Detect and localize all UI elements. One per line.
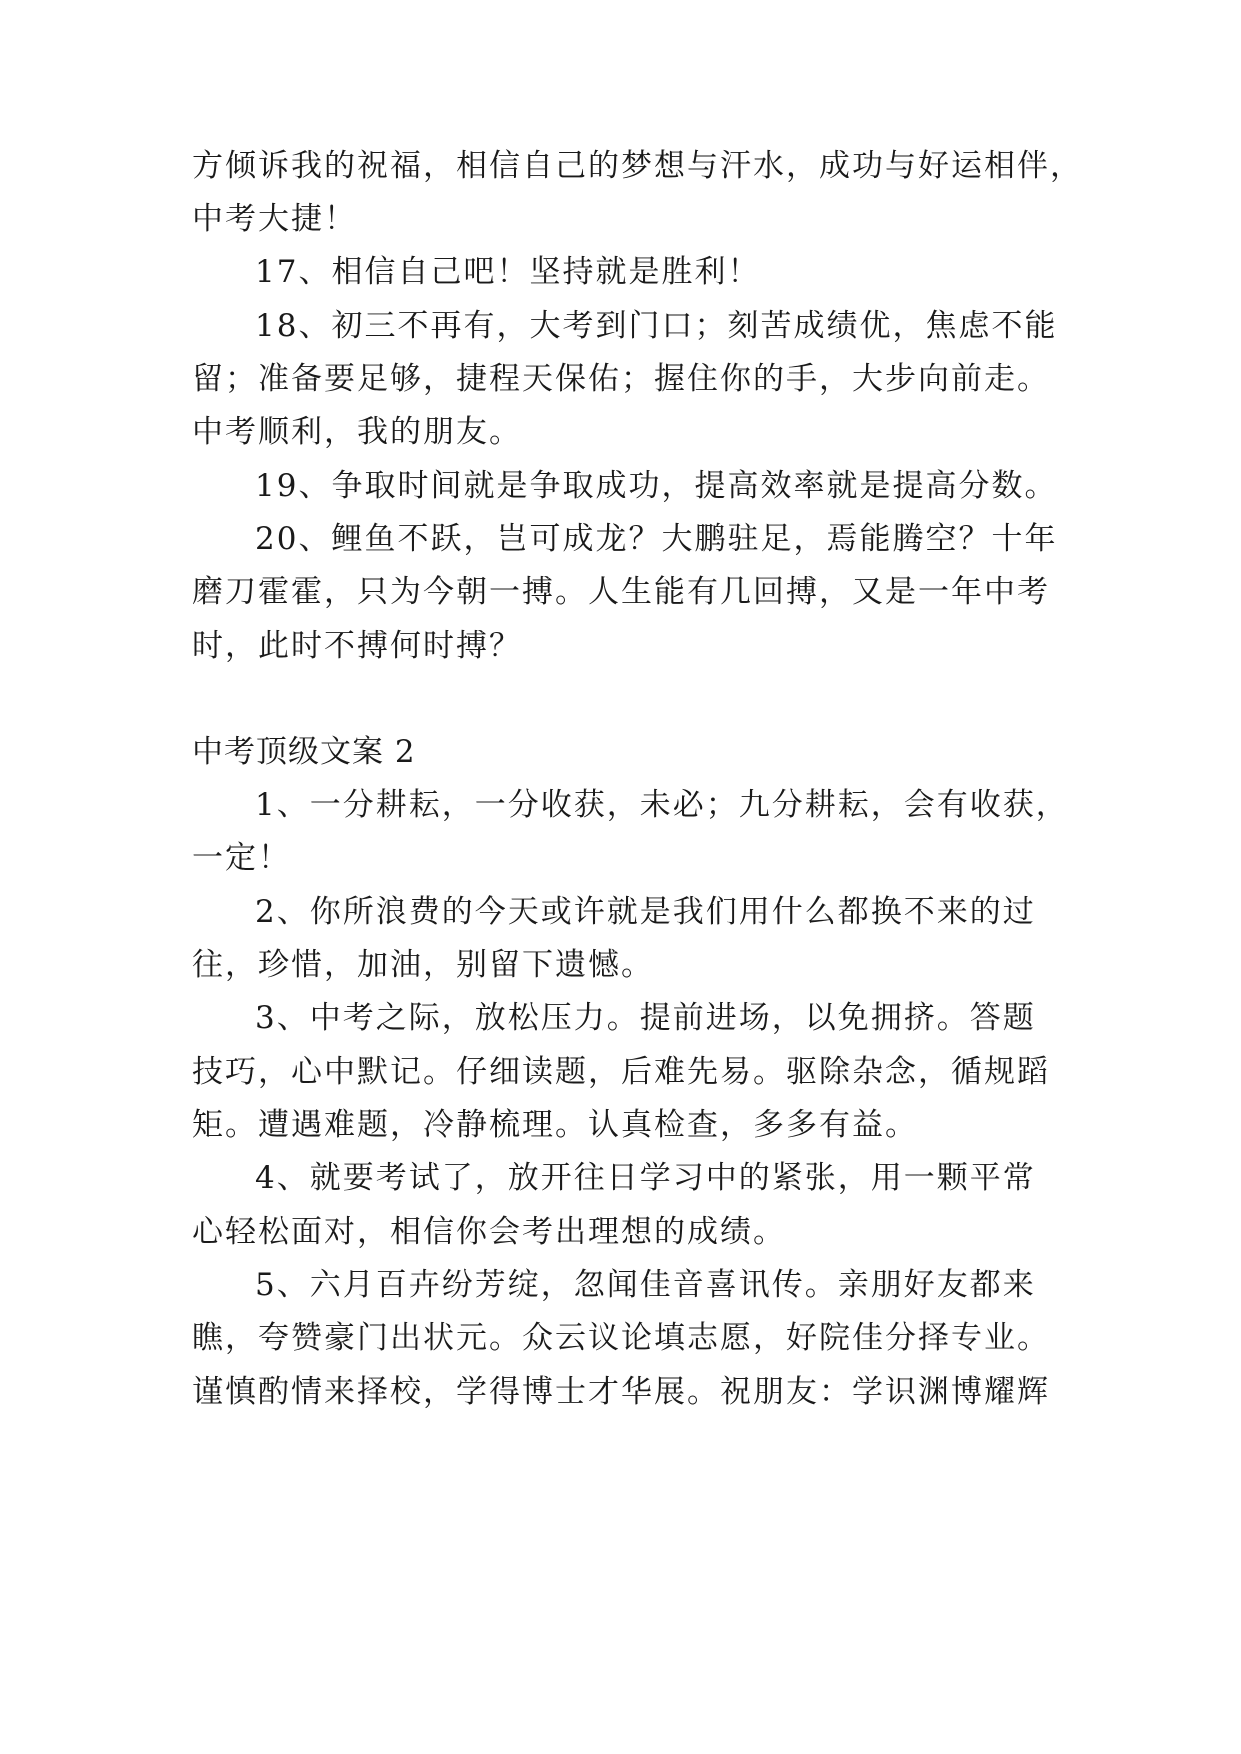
item-20-line-3: 时，此时不搏何时搏？ [192,628,522,664]
item-1-line-2: 一定！ [192,840,291,876]
item-2-line-1: 2、你所浪费的今天或许就是我们用什么都换不来的过 [255,894,1036,930]
intro-line-1: 方倾诉我的祝福，相信自己的梦想与汗水，成功与好运相伴， [192,148,1083,184]
item-2-line-2: 往，珍惜，加油，别留下遗憾。 [192,947,654,983]
intro-line-2: 中考大捷！ [192,201,357,237]
section-heading: 中考顶级文案 2 [192,734,416,770]
item-4-line-1: 4、就要考试了，放开往日学习中的紧张，用一颗平常 [255,1160,1036,1196]
item-4-line-2: 心轻松面对，相信你会考出理想的成绩。 [192,1214,786,1250]
item-18-line-3: 中考顺利，我的朋友。 [192,414,522,450]
item-1-line-1: 1、一分耕耘，一分收获，未必；九分耕耘，会有收获， [255,787,1069,823]
item-3-line-3: 矩。遭遇难题，冷静梳理。认真检查，多多有益。 [192,1107,918,1143]
item-3-line-2: 技巧，心中默记。仔细读题，后难先易。驱除杂念，循规蹈 [192,1054,1050,1090]
item-20-line-2: 磨刀霍霍，只为今朝一搏。人生能有几回搏，又是一年中考 [192,574,1050,610]
item-17-line-1: 17、相信自己吧！坚持就是胜利！ [255,254,761,290]
item-20-line-1: 20、鲤鱼不跃，岂可成龙？大鹏驻足，焉能腾空？十年 [255,521,1058,557]
item-3-line-1: 3、中考之际，放松压力。提前进场，以免拥挤。答题 [255,1000,1036,1036]
item-5-line-2: 瞧，夸赞豪门出状元。众云议论填志愿，好院佳分择专业。 [192,1320,1050,1356]
item-18-line-2: 留；准备要足够，捷程天保佑；握住你的手，大步向前走。 [192,361,1050,397]
item-18-line-1: 18、初三不再有，大考到门口；刻苦成绩优，焦虑不能 [255,308,1058,344]
item-5-line-3: 谨慎酌情来择校，学得博士才华展。祝朋友：学识渊博耀辉 [192,1374,1050,1410]
item-5-line-1: 5、六月百卉纷芳绽，忽闻佳音喜讯传。亲朋好友都来 [255,1267,1036,1303]
item-19-line-1: 19、争取时间就是争取成功，提高效率就是提高分数。 [255,468,1058,504]
